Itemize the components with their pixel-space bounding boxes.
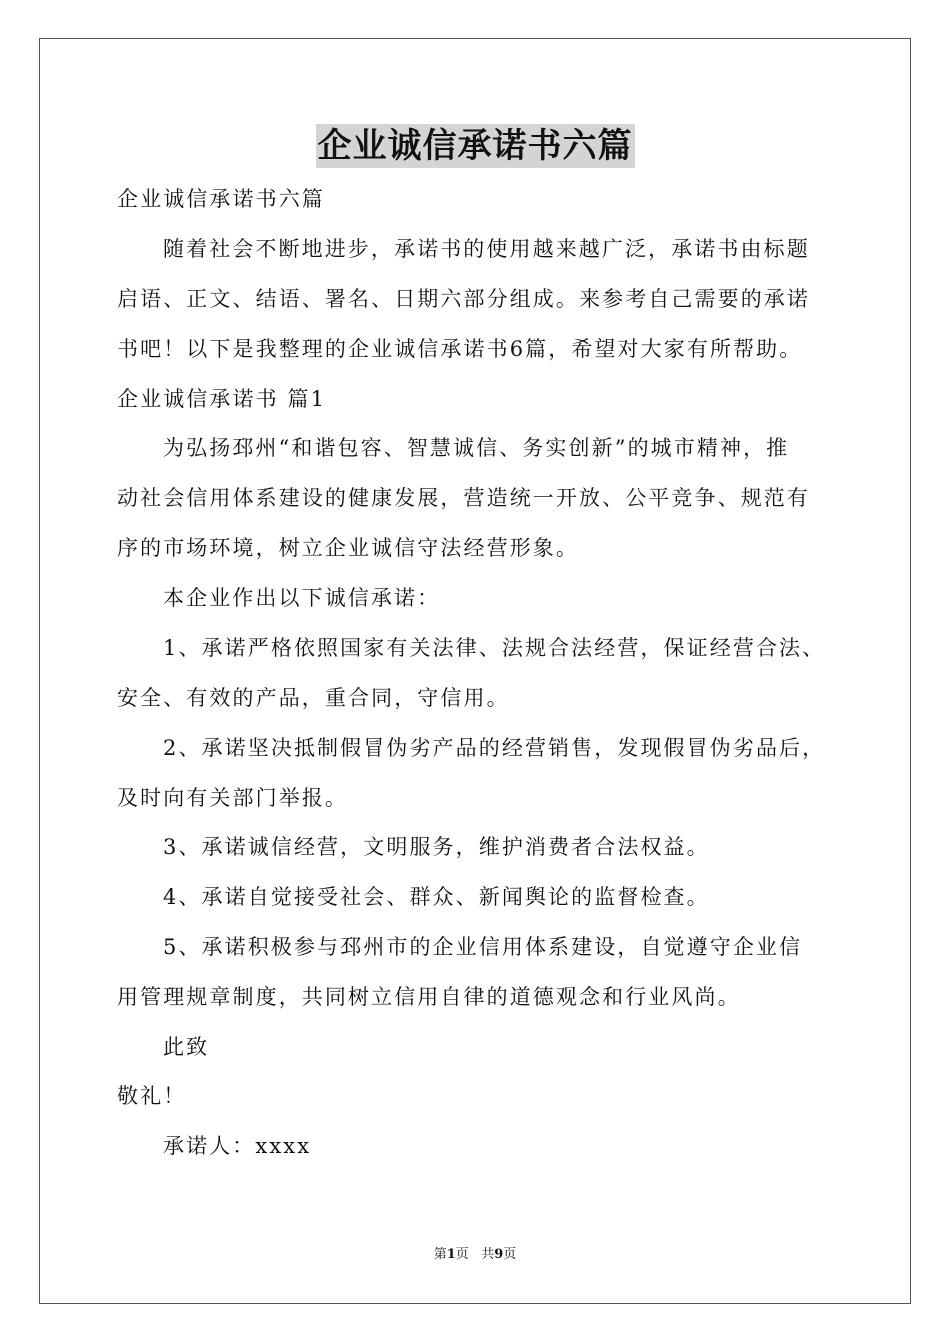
paragraph-line: 启语、正文、结语、署名、日期六部分组成。来参考自己需要的承诺 xyxy=(117,287,810,311)
paragraph-line: 序的市场环境，树立企业诚信守法经营形象。 xyxy=(117,536,579,560)
paragraph-line: 安全、有效的产品，重合同，守信用。 xyxy=(117,686,510,710)
closing-line: 此致 xyxy=(163,1035,210,1059)
page-suffix: 页 xyxy=(455,1247,469,1262)
total-prefix: 共 xyxy=(481,1247,495,1262)
commitment-item-1: 1、承诺严格依照国家有关法律、法规合法经营，保证经营合法、 xyxy=(163,636,826,660)
page-prefix: 第 xyxy=(433,1247,447,1262)
page-number: 1 xyxy=(446,1247,456,1262)
paragraph-line: 及时向有关部门举报。 xyxy=(117,786,348,810)
total-suffix: 页 xyxy=(503,1247,517,1262)
page-footer xyxy=(0,1246,950,1264)
commitment-item-2: 2、承诺坚决抵制假冒伪劣产品的经营销售，发现假冒伪劣品后， xyxy=(163,736,826,760)
commitment-item-3: 3、承诺诚信经营，文明服务，维护消费者合法权益。 xyxy=(163,835,710,859)
title-container xyxy=(0,124,950,168)
document-title: 企业诚信承诺书六篇 xyxy=(317,126,633,166)
section-heading: 企业诚信承诺书 篇1 xyxy=(117,387,327,411)
salutation-line: 敬礼！ xyxy=(117,1084,187,1108)
page-border xyxy=(39,38,911,1304)
paragraph-line: 随着社会不断地进步，承诺书的使用越来越广泛，承诺书由标题 xyxy=(163,237,810,261)
signatory-line: 承诺人：xxxx xyxy=(163,1134,312,1158)
subtitle-line: 企业诚信承诺书六篇 xyxy=(117,187,325,211)
paragraph-line: 动社会信用体系建设的健康发展，营造统一开放、公平竞争、规范有 xyxy=(117,486,810,510)
paragraph-line: 本企业作出以下诚信承诺： xyxy=(163,586,441,610)
total-pages: 9 xyxy=(494,1247,504,1262)
paragraph-line: 用管理规章制度，共同树立信用自律的道德观念和行业风尚。 xyxy=(117,985,741,1009)
paragraph-line: 为弘扬邳州“和谐包容、智慧诚信、务实创新”的城市精神，推 xyxy=(163,436,790,460)
commitment-item-5: 5、承诺积极参与邳州市的企业信用体系建设，自觉遵守企业信 xyxy=(163,935,803,959)
paragraph-line: 书吧！以下是我整理的企业诚信承诺书6篇，希望对大家有所帮助。 xyxy=(117,337,803,361)
commitment-item-4: 4、承诺自觉接受社会、群众、新闻舆论的监督检查。 xyxy=(163,885,710,909)
